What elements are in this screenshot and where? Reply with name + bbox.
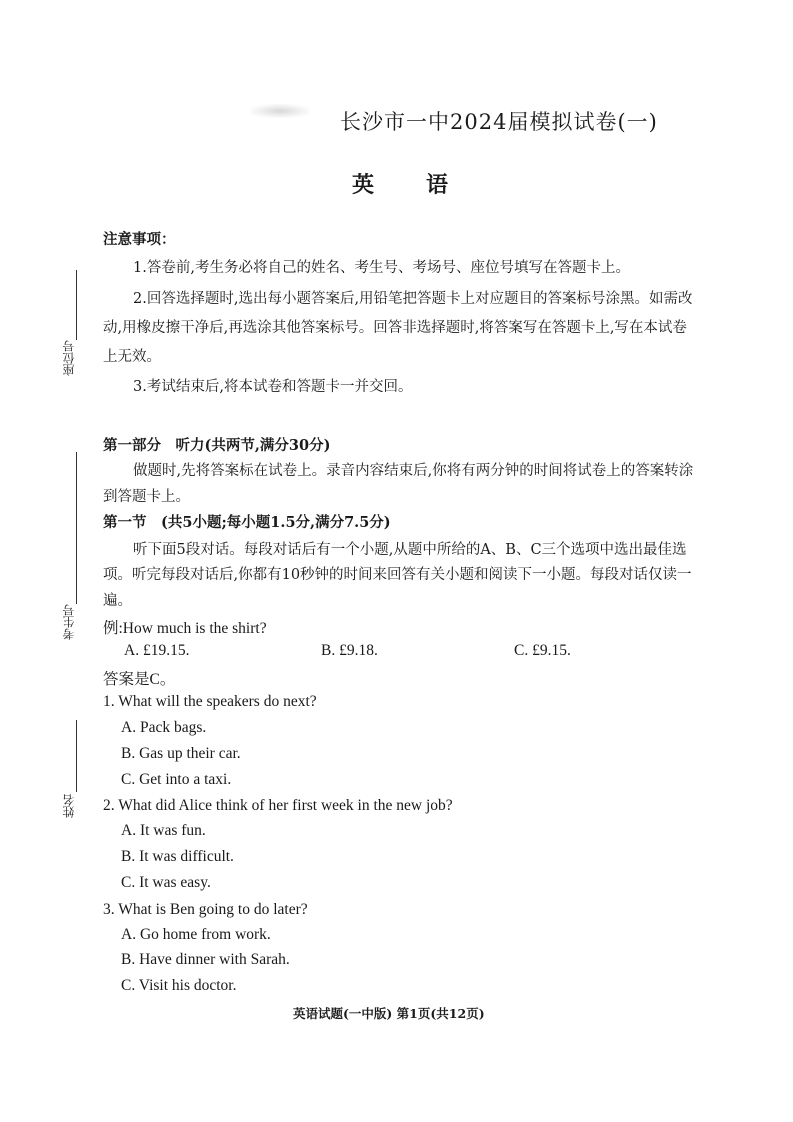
section1-intro-line-2: 项。听完每段对话后,你都有10秒钟的时间来回答有关小题和阅读下一小题。每段对话仅读一 — [103, 567, 692, 583]
subject-title: 英语 — [352, 172, 501, 198]
section1-intro-line-3: 遍。 — [103, 593, 132, 609]
question-1-option-a: A. Pack bags. — [121, 719, 207, 736]
part1-intro-line-1: 做题时,先将答案标在试卷上。录音内容结束后,你将有两分钟的时间将试卷上的答案转涂 — [133, 463, 694, 479]
part1-intro-line-2: 到答题卡上。 — [103, 489, 190, 505]
notice-heading: 注意事项： — [103, 231, 176, 248]
scan-smudge — [250, 104, 310, 118]
seat-number-line — [76, 270, 77, 340]
question-1-option-b: B. Gas up their car. — [121, 745, 241, 762]
question-1: 1. What will the speakers do next? — [103, 693, 317, 710]
section1-heading: 第一节 (共5小题;每小题1.5分,满分7.5分) — [103, 514, 391, 531]
name-line — [76, 720, 77, 792]
notice-item-2-line-3: 上无效。 — [103, 349, 161, 365]
question-2-option-b: B. It was difficult. — [121, 848, 234, 865]
question-2-option-c: C. It was easy. — [121, 874, 211, 891]
example-answer: 答案是C。 — [103, 671, 176, 688]
question-3: 3. What is Ben going to do later? — [103, 901, 308, 918]
examinee-number-line — [76, 452, 77, 604]
example-option-a: A. £19.15. — [124, 642, 190, 659]
question-1-option-c: C. Get into a taxi. — [121, 771, 232, 788]
notice-item-2-line-1: 2.回答选择题时,选出每小题答案后,用铅笔把答题卡上对应题目的答案标号涂黑。如需改 — [133, 291, 693, 307]
exam-title: 长沙市一中2024届模拟试卷(一) — [340, 110, 658, 134]
examinee-number-label: 考生号 — [62, 604, 76, 640]
name-label: 姓名 — [62, 794, 76, 818]
example-question: 例:How much is the shirt? — [103, 620, 267, 637]
question-3-option-c: C. Visit his doctor. — [121, 977, 237, 994]
question-2-option-a: A. It was fun. — [121, 822, 206, 839]
question-3-option-b: B. Have dinner with Sarah. — [121, 951, 290, 968]
question-3-option-a: A. Go home from work. — [121, 926, 271, 943]
example-option-c: C. £9.15. — [514, 642, 571, 659]
question-2: 2. What did Alice think of her first week in the new job? — [103, 797, 453, 814]
notice-item-2-line-2: 动,用橡皮擦干净后,再选涂其他答案标号。回答非选择题时,将答案写在答题卡上,写在本试卷 — [103, 320, 687, 336]
notice-item-3: 3.考试结束后,将本试卷和答题卡一并交回。 — [133, 379, 413, 395]
seat-number-label: 座位号 — [62, 340, 76, 376]
example-option-b: B. £9.18. — [321, 642, 378, 659]
notice-item-1: 1.答卷前,考生务必将自己的姓名、考生号、考场号、座位号填写在答题卡上。 — [133, 260, 630, 276]
page-footer: 英语试题(一中版) 第1页(共12页) — [293, 1006, 485, 1021]
section1-intro-line-1: 听下面5段对话。每段对话后有一个小题,从题中所给的A、B、C三个选项中选出最佳选 — [133, 542, 687, 558]
part1-heading: 第一部分 听力(共两节,满分30分) — [103, 437, 331, 454]
